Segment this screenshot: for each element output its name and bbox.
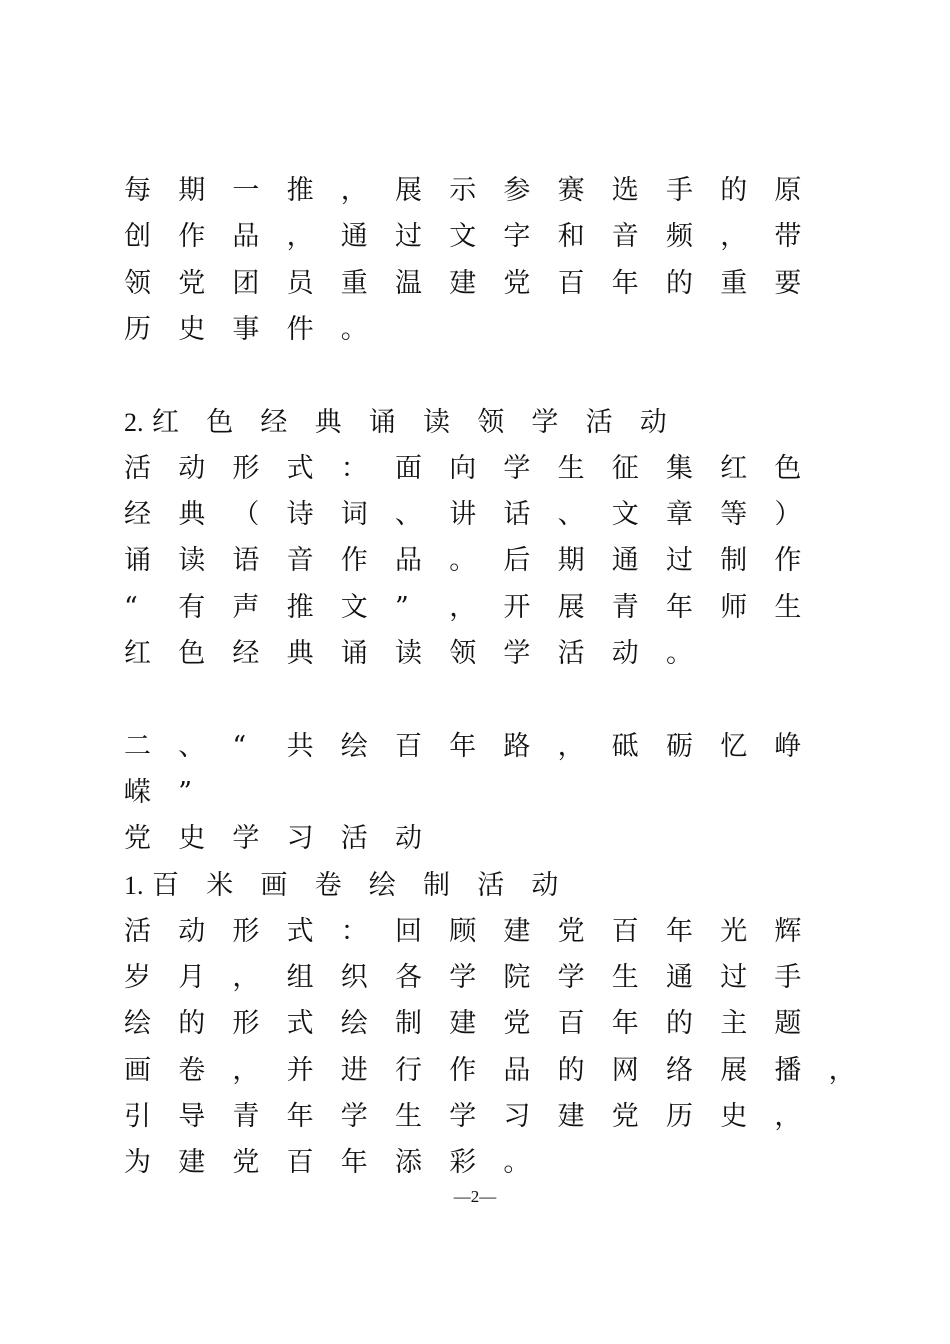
- text-glyph: 学: [449, 962, 477, 994]
- text-glyph: 年: [340, 1147, 368, 1179]
- text-glyph: 红: [152, 406, 179, 438]
- text-glyph: 忆: [720, 730, 748, 762]
- text-glyph: 期: [557, 545, 585, 577]
- text-glyph: 向: [449, 452, 477, 484]
- text-glyph: 推: [286, 591, 314, 623]
- text-glyph: 话: [503, 499, 531, 531]
- text-glyph: 青: [611, 591, 639, 623]
- text-glyph: 行: [395, 1054, 422, 1086]
- text-glyph: 温: [395, 267, 422, 299]
- text-glyph: 学: [503, 638, 531, 669]
- text-glyph: 生: [557, 452, 585, 484]
- text-glyph: 每: [124, 175, 151, 206]
- text-glyph: 领: [124, 267, 151, 299]
- text-glyph: 党: [124, 823, 151, 855]
- text-glyph: 砺: [666, 730, 693, 762]
- text-glyph: （: [232, 499, 260, 531]
- text-glyph: “: [124, 591, 138, 623]
- text-glyph: 2.: [124, 407, 144, 437]
- text-glyph: 面: [395, 452, 422, 484]
- text-glyph: 峥: [774, 730, 802, 762]
- text-glyph: ，: [286, 221, 314, 253]
- page-number: —2—: [453, 1187, 497, 1206]
- text-glyph: 史: [720, 1101, 748, 1132]
- text-glyph: 题: [774, 1008, 802, 1040]
- text-glyph: 月: [178, 962, 206, 994]
- text-glyph: ：: [340, 452, 368, 484]
- text-glyph: 通: [611, 545, 639, 577]
- text-line: [0, 955, 950, 1001]
- text-glyph: 事: [232, 313, 260, 345]
- text-glyph: 制: [395, 1008, 422, 1040]
- text-glyph: 频: [666, 221, 693, 253]
- text-glyph: 手: [666, 175, 693, 206]
- text-glyph: 征: [611, 452, 639, 484]
- text-glyph: 员: [286, 267, 314, 299]
- text-line: [0, 724, 950, 770]
- text-glyph: 参: [503, 175, 531, 206]
- text-glyph: 词: [340, 499, 368, 531]
- text-line: [0, 677, 950, 723]
- text-glyph: ”: [178, 776, 192, 808]
- text-glyph: 领: [449, 638, 477, 669]
- text-glyph: 动: [639, 406, 667, 438]
- text-glyph: 章: [666, 499, 693, 531]
- text-glyph: 文: [340, 591, 368, 623]
- text-glyph: 形: [232, 1008, 260, 1040]
- text-glyph: 主: [720, 1008, 748, 1040]
- text-glyph: 展: [720, 1054, 748, 1086]
- text-glyph: 生: [611, 962, 639, 994]
- text-glyph: 年: [286, 1101, 314, 1132]
- text-glyph: 1.: [124, 870, 144, 900]
- text-glyph: 青: [232, 1101, 260, 1132]
- text-glyph: 讲: [449, 499, 477, 531]
- text-glyph: 组: [286, 962, 314, 994]
- text-glyph: 集: [666, 452, 693, 484]
- text-glyph: 建: [449, 1008, 477, 1040]
- text-glyph: 诗: [286, 499, 314, 531]
- text-glyph: 百: [286, 1147, 314, 1179]
- text-glyph: 习: [286, 823, 314, 855]
- text-glyph: ，: [557, 730, 585, 762]
- text-glyph: ）: [774, 499, 802, 531]
- text-glyph: 通: [666, 962, 693, 994]
- text-glyph: 音: [286, 545, 314, 577]
- text-glyph: 回: [395, 915, 422, 947]
- text-glyph: 党: [503, 1008, 531, 1040]
- text-glyph: 顾: [449, 915, 477, 947]
- text-glyph: 年: [611, 267, 639, 299]
- text-glyph: 年: [611, 1008, 639, 1040]
- text-glyph: 原: [774, 175, 802, 206]
- text-glyph: 彩: [449, 1147, 477, 1179]
- text-glyph: 诵: [368, 406, 396, 438]
- text-glyph: 生: [774, 591, 802, 623]
- text-glyph: 年: [666, 591, 693, 623]
- text-line: [0, 909, 950, 955]
- text-line: [0, 863, 950, 909]
- text-glyph: 、: [178, 730, 206, 762]
- text-glyph: 、: [395, 499, 422, 531]
- text-glyph: 通: [340, 221, 368, 253]
- text-glyph: 并: [286, 1054, 314, 1086]
- text-glyph: 过: [720, 962, 748, 994]
- text-glyph: 红: [720, 452, 748, 484]
- text-glyph: 读: [178, 545, 206, 577]
- text-glyph: 光: [720, 915, 748, 947]
- text-glyph: 制: [423, 869, 450, 901]
- text-glyph: 领: [477, 406, 505, 438]
- text-glyph: 百: [611, 915, 639, 947]
- text-glyph: 辉: [774, 915, 802, 947]
- text-glyph: 添: [395, 1147, 422, 1179]
- text-line: [0, 168, 950, 214]
- text-glyph: 典: [178, 499, 206, 531]
- text-glyph: 为: [124, 1147, 151, 1179]
- text-glyph: 活: [124, 915, 151, 947]
- text-glyph: 络: [666, 1054, 693, 1086]
- text-glyph: 品: [503, 1054, 531, 1086]
- text-glyph: 手: [774, 962, 802, 994]
- text-glyph: 色: [206, 406, 234, 438]
- text-line: [0, 538, 950, 584]
- text-glyph: 共: [286, 730, 314, 762]
- text-glyph: 。: [449, 545, 477, 577]
- text-glyph: 展: [395, 175, 422, 206]
- text-glyph: 的: [178, 1008, 206, 1040]
- text-glyph: 式: [286, 452, 314, 484]
- text-glyph: 要: [774, 267, 802, 299]
- text-glyph: 学: [340, 1101, 368, 1132]
- text-glyph: 典: [314, 406, 342, 438]
- text-line: [0, 307, 950, 353]
- text-glyph: 的: [666, 267, 693, 299]
- text-glyph: 等: [720, 499, 748, 531]
- text-glyph: 绘: [368, 869, 396, 901]
- text-glyph: ，: [449, 591, 477, 623]
- text-glyph: 色: [178, 638, 206, 669]
- text-glyph: 党: [178, 267, 206, 299]
- text-glyph: 学: [503, 452, 531, 484]
- text-glyph: 、: [557, 499, 585, 531]
- text-glyph: 党: [557, 915, 585, 947]
- text-glyph: 读: [423, 406, 450, 438]
- text-glyph: 后: [503, 545, 531, 577]
- text-glyph: 语: [232, 545, 260, 577]
- text-glyph: 百: [395, 730, 422, 762]
- text-glyph: 活: [340, 823, 368, 855]
- text-line: [0, 1094, 950, 1140]
- text-glyph: 动: [395, 823, 422, 855]
- text-glyph: 绘: [124, 1008, 151, 1040]
- text-glyph: 红: [124, 638, 151, 669]
- text-glyph: 的: [666, 1008, 693, 1040]
- text-glyph: 活: [557, 638, 585, 669]
- text-glyph: 历: [124, 313, 151, 345]
- text-glyph: 字: [503, 221, 531, 253]
- text-glyph: 带: [774, 221, 802, 253]
- text-glyph: 经: [260, 406, 288, 438]
- text-glyph: 岁: [124, 962, 151, 994]
- text-glyph: 经: [124, 499, 151, 531]
- text-glyph: 式: [286, 915, 314, 947]
- text-glyph: 路: [503, 730, 531, 762]
- text-glyph: 院: [503, 962, 531, 994]
- text-glyph: 绘: [340, 1008, 368, 1040]
- text-glyph: 形: [232, 915, 260, 947]
- text-glyph: 团: [232, 267, 260, 299]
- text-glyph: 学: [557, 962, 585, 994]
- text-line: [0, 1140, 950, 1186]
- text-glyph: 活: [477, 869, 505, 901]
- text-glyph: 进: [340, 1054, 368, 1086]
- text-glyph: 百: [557, 267, 585, 299]
- text-line: [0, 1048, 950, 1094]
- text-glyph: 品: [232, 221, 260, 253]
- text-glyph: 历: [666, 1101, 693, 1132]
- text-glyph: 重: [720, 267, 748, 299]
- text-glyph: 各: [395, 962, 422, 994]
- text-glyph: 百: [152, 869, 179, 901]
- text-glyph: 嵘: [124, 776, 151, 808]
- text-line: [0, 261, 950, 307]
- text-glyph: ，: [828, 1054, 856, 1086]
- text-glyph: 重: [340, 267, 368, 299]
- text-glyph: 诵: [124, 545, 151, 577]
- text-glyph: 百: [557, 1008, 585, 1040]
- text-glyph: 党: [611, 1101, 639, 1132]
- text-glyph: 画: [260, 869, 288, 901]
- text-glyph: 色: [774, 452, 802, 484]
- text-glyph: 经: [232, 638, 260, 669]
- text-glyph: 建: [449, 267, 477, 299]
- text-glyph: 示: [449, 175, 477, 206]
- text-glyph: 建: [503, 915, 531, 947]
- text-glyph: ，: [720, 221, 748, 253]
- text-glyph: 开: [503, 591, 531, 623]
- text-glyph: ：: [340, 915, 368, 947]
- text-glyph: 播: [774, 1054, 802, 1086]
- text-glyph: 过: [666, 545, 693, 577]
- text-line: [0, 214, 950, 260]
- text-glyph: 砥: [611, 730, 639, 762]
- text-line: [0, 492, 950, 538]
- text-glyph: ，: [340, 175, 368, 206]
- text-glyph: 形: [232, 452, 260, 484]
- text-glyph: 动: [611, 638, 639, 669]
- text-glyph: 米: [206, 869, 234, 901]
- text-line: [0, 816, 950, 862]
- text-glyph: 件: [286, 313, 314, 345]
- text-glyph: 展: [557, 591, 585, 623]
- text-glyph: 建: [557, 1101, 585, 1132]
- text-glyph: 学: [449, 1101, 477, 1132]
- text-glyph: 生: [395, 1101, 422, 1132]
- text-glyph: 作: [449, 1054, 477, 1086]
- text-glyph: 作: [774, 545, 802, 577]
- text-glyph: 动: [178, 452, 206, 484]
- text-glyph: 史: [178, 823, 206, 855]
- text-glyph: 典: [286, 638, 314, 669]
- text-glyph: 期: [178, 175, 206, 206]
- text-glyph: 织: [340, 962, 368, 994]
- text-glyph: 。: [666, 638, 693, 669]
- text-glyph: 过: [395, 221, 422, 253]
- text-glyph: 作: [340, 545, 368, 577]
- text-line: [0, 400, 950, 446]
- text-line: [0, 446, 950, 492]
- text-glyph: 画: [124, 1054, 151, 1086]
- text-glyph: 诵: [340, 638, 368, 669]
- text-glyph: 二: [124, 730, 151, 762]
- text-glyph: 年: [449, 730, 477, 762]
- text-glyph: 网: [611, 1054, 639, 1086]
- text-glyph: 学: [232, 823, 260, 855]
- text-glyph: 文: [449, 221, 477, 253]
- text-glyph: 师: [720, 591, 748, 623]
- text-glyph: 品: [395, 545, 422, 577]
- text-glyph: 年: [666, 915, 693, 947]
- text-glyph: 的: [557, 1054, 585, 1086]
- text-glyph: 党: [503, 267, 531, 299]
- text-glyph: 读: [395, 638, 422, 669]
- text-glyph: 引: [124, 1101, 151, 1132]
- text-glyph: 卷: [178, 1054, 206, 1086]
- text-line: [0, 1001, 950, 1047]
- text-glyph: 史: [178, 313, 206, 345]
- text-glyph: 学: [531, 406, 559, 438]
- text-glyph: 党: [232, 1147, 260, 1179]
- text-glyph: 音: [611, 221, 639, 253]
- text-glyph: 式: [286, 1008, 314, 1040]
- text-glyph: 选: [611, 175, 639, 206]
- text-glyph: 活: [585, 406, 613, 438]
- text-glyph: 卷: [314, 869, 342, 901]
- text-glyph: 的: [720, 175, 748, 206]
- text-glyph: 。: [340, 313, 368, 345]
- text-glyph: 制: [720, 545, 748, 577]
- text-glyph: 文: [611, 499, 639, 531]
- text-glyph: ”: [395, 591, 409, 623]
- text-glyph: 有: [178, 591, 206, 623]
- text-glyph: 动: [531, 869, 559, 901]
- text-glyph: “: [232, 730, 247, 762]
- text-line: [0, 585, 950, 631]
- text-glyph: 。: [503, 1147, 531, 1179]
- text-glyph: 推: [286, 175, 314, 206]
- text-glyph: 和: [557, 221, 585, 253]
- text-line: [0, 353, 950, 399]
- text-glyph: 活: [124, 452, 151, 484]
- text-glyph: 创: [124, 221, 151, 253]
- text-glyph: 习: [503, 1101, 531, 1132]
- text-glyph: 作: [178, 221, 206, 253]
- text-glyph: 建: [178, 1147, 206, 1179]
- text-glyph: 动: [178, 915, 206, 947]
- text-glyph: ，: [232, 962, 260, 994]
- text-glyph: 导: [178, 1101, 206, 1132]
- text-glyph: ，: [774, 1101, 802, 1132]
- text-glyph: 绘: [340, 730, 368, 762]
- text-glyph: 赛: [557, 175, 585, 206]
- text-glyph: 声: [232, 591, 260, 623]
- text-glyph: 一: [232, 175, 260, 206]
- text-line: [0, 770, 950, 816]
- text-line: [0, 631, 950, 677]
- text-glyph: ，: [232, 1054, 260, 1086]
